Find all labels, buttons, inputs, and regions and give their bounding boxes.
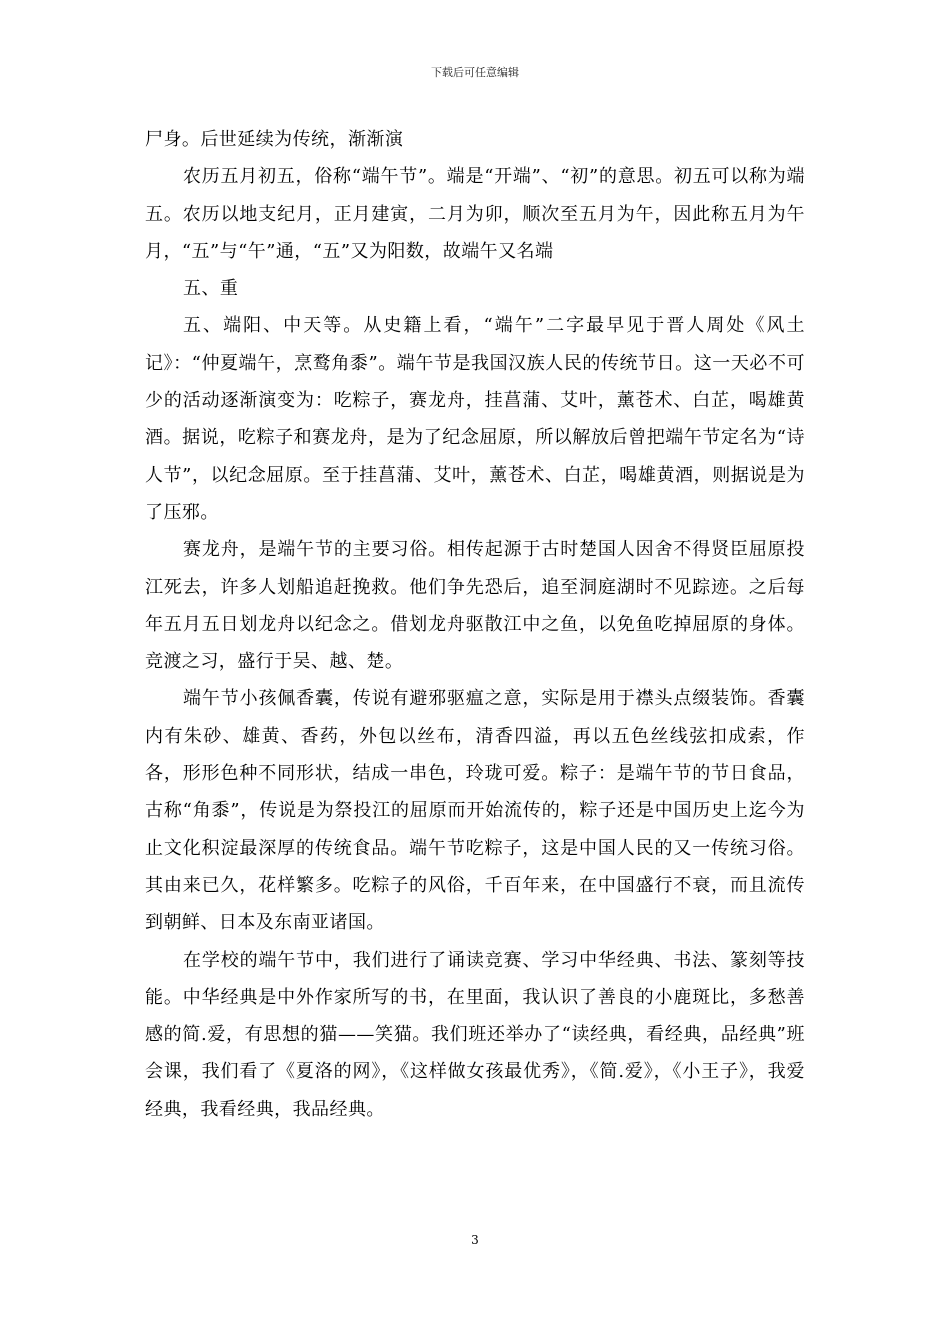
paragraph-3: 五、重 [183, 278, 239, 300]
paragraph-6: 端午节小孩佩香囊，传说有避邪驱瘟之意，实际是用于襟头点缀装饰。香囊内有朱砂、雄黄、香药，外包以丝布，清香四溢，再以五色丝线弦扣成索，作各，形形色种不同形状，结成一串色，玲珑可爱。粽子：是端午节的节日食品，古称“角黍”，传说是为祭投江的屈原而开始流传的，粽子还是中国历史上迄今为止文化积淀最深厚的传统食品。端午节吃粽子，这是中国人民的又一传统习俗。其由来已久，花样繁多。吃粽子的风俗，千百年来，在中国盛行不衰，而且流传到朝鲜、日本及东南亚诸国。 [145, 688, 805, 934]
page-number: 3 [471, 1233, 479, 1247]
paragraph-2: 农历五月初五，俗称“端午节”。端是“开端”、“初”的意思。初五可以称为端五。农历以地支纪月，正月建寅，二月为卯，顺次至五月为午，因此称五月为午月，“五”与“午”通，“五”又为阳数，故端午又名端 [145, 166, 805, 262]
paragraph-1: 尸身。后世延续为传统，渐渐演 [145, 129, 404, 150]
document-body [145, 121, 805, 1128]
page-header: 下载后可任意编辑 [431, 66, 519, 79]
paragraph-4: 五、端阳、中天等。从史籍上看，“端午”二字最早见于晋人周处《风土记》：“仲夏端午，烹鹜角黍”。端午节是我国汉族人民的传统节日。这一天必不可少的活动逐渐演变为：吃粽子，赛龙舟，挂菖蒲、艾叶，薰苍术、白芷，喝雄黄酒。据说，吃粽子和赛龙舟，是为了纪念屈原，所以解放后曾把端午节定名为“诗人节”，以纪念屈原。至于挂菖蒲、艾叶，薰苍术、白芷，喝雄黄酒，则据说是为了压邪。 [145, 315, 805, 523]
paragraph-5: 赛龙舟，是端午节的主要习俗。相传起源于古时楚国人因舍不得贤臣屈原投江死去，许多人划船追赶挽救。他们争先恐后，追至洞庭湖时不见踪迹。之后每年五月五日划龙舟以纪念之。借划龙舟驱散江中之鱼，以免鱼吃掉屈原的身体。竞渡之习，盛行于吴、越、楚。 [145, 539, 805, 673]
paragraph-7: 在学校的端午节中，我们进行了诵读竞赛、学习中华经典、书法、篆刻等技能。中华经典是中外作家所写的书，在里面，我认识了善良的小鹿斑比，多愁善感的简.爱，有思想的猫——笑猫。我们班还举办了“读经典，看经典，品经典”班会课，我们看了《夏洛的网》，《这样做女孩最优秀》，《简.爱》，《小王子》，我爱经典，我看经典，我品经典。 [145, 949, 805, 1120]
